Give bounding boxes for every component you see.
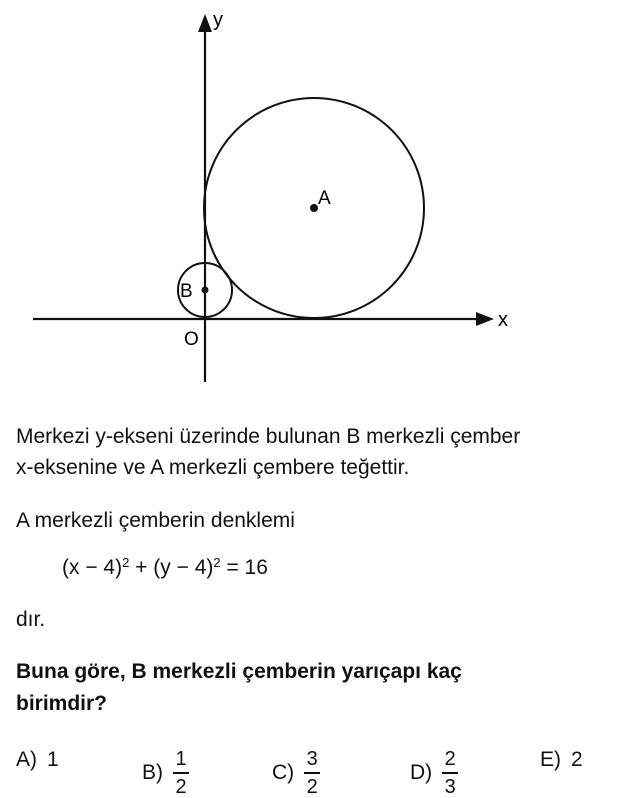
choice-fraction bbox=[304, 748, 320, 798]
x-axis-label: x bbox=[498, 309, 508, 331]
fraction-numerator: 3 bbox=[306, 748, 318, 770]
fraction-bar bbox=[442, 772, 458, 774]
choice-c[interactable] bbox=[272, 748, 320, 798]
center-a-label: A bbox=[318, 188, 331, 209]
question-line-2: x-eksenine ve A merkezli çembere teğettir. bbox=[16, 456, 410, 479]
fraction-numerator: 1 bbox=[175, 748, 187, 770]
choice-letter: D) bbox=[410, 760, 433, 784]
choice-b[interactable] bbox=[142, 748, 189, 798]
y-axis-label: y bbox=[213, 9, 223, 31]
origin-label: O bbox=[184, 329, 199, 350]
y-axis-arrow-icon bbox=[198, 14, 212, 32]
question-line-1: Merkezi y-ekseni üzerinde bulunan B merkezli çember bbox=[16, 425, 521, 448]
center-b-point bbox=[202, 287, 209, 294]
question-line-3: A merkezli çemberin denklemi bbox=[16, 509, 295, 532]
circle-equation: $(x - 4)^2 + (y - 4)^2 = 16$ bbox=[62, 555, 268, 579]
choice-letter: C) bbox=[272, 760, 295, 784]
choice-fraction bbox=[173, 748, 189, 798]
prompt-line-2: birimdir? bbox=[16, 692, 108, 715]
fraction-denominator: 2 bbox=[306, 775, 318, 798]
fraction-denominator: 3 bbox=[444, 775, 456, 798]
choice-e[interactable] bbox=[540, 748, 583, 772]
fraction-denominator: 2 bbox=[175, 775, 187, 798]
choice-letter: A) bbox=[16, 748, 37, 771]
choice-letter: E) bbox=[540, 748, 561, 771]
fraction-bar bbox=[173, 772, 189, 774]
center-a-point bbox=[310, 204, 318, 212]
x-axis-arrow-icon bbox=[476, 312, 494, 326]
question-line-4: dır. bbox=[16, 608, 46, 631]
fraction-bar bbox=[304, 772, 320, 774]
choice-value: 1 bbox=[47, 748, 59, 771]
choice-value: 2 bbox=[571, 748, 583, 771]
fraction-numerator: 2 bbox=[444, 748, 456, 770]
choice-letter: B) bbox=[142, 760, 163, 784]
center-b-label: B bbox=[180, 281, 193, 302]
choice-fraction bbox=[442, 748, 458, 798]
choice-d[interactable] bbox=[410, 748, 458, 798]
prompt-line-1: Buna göre, B merkezli çemberin yarıçapı kaç bbox=[16, 660, 462, 683]
choice-a[interactable] bbox=[16, 748, 59, 772]
